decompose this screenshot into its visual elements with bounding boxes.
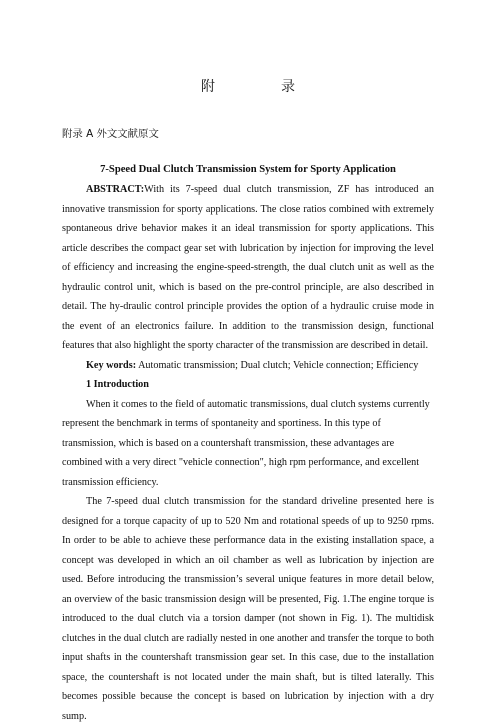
- section-heading: [62, 375, 434, 395]
- article-body: [62, 180, 434, 726]
- intro-paragraph-1: When it comes to the field of automatic transmissions, dual clutch systems currently represent the benchmark in terms of spontaneity and sportiness. In this type of transmission, which is based on a countershaft transmission, these advantages are combined with a very direct "vehicle connection", high rpm performance, and excellent transmission efficiency.: [62, 398, 430, 488]
- appendix-subtitle: 附录 A 外文文献原文: [62, 128, 159, 140]
- keywords-label: Key words:: [86, 359, 137, 371]
- keywords-text: Automatic transmission; Dual clutch; Vehicle connection; Efficiency: [136, 359, 419, 371]
- abstract-paragraph: [62, 180, 434, 356]
- keywords-paragraph: [62, 356, 434, 376]
- intro-paragraph-2: The 7-speed dual clutch transmission for the standard driveline presented here is designed for a torque capacity of up to 520 Nm and rotational speeds of up to 9250 rpms. In order to be able to achieve these performance data in the existing installation space, a concept was developed in which an oil chamber as well as lubrication by injection are used. Before introducing the transmission’s several unique features in more detail below, an overview of the basic transmission design will be presented, Fig. 1.The engine torque is introduced to the dual clutch via a torsion damper (not shown in Fig. 1). The multidisk clutches in the dual clutch are radially nested in one another and transfer the torque to both input shafts in the countershaft transmission gear set. In this case, due to the installation space, the countershaft is not located under the main shaft, but is tilted laterally. This becomes possible because the concept is based on lubrication by injection with a dry sump.: [62, 496, 434, 722]
- section-heading-text: 1 Introduction: [86, 379, 149, 390]
- abstract-text: With its 7-speed dual clutch transmission, ZF has introduced an innovative transmission for sporty applications. The close ratios combined with extremely spontaneous drive behavior makes it an ideal transmission for sporty applications. This article describes the compact gear set with lubrication by injection for improving the level of efficiency and increasing the engine-speed-strength, the dual clutch unit as well as the hydraulic control unit, which is based on the pre-control principle, are also described in detail. The hy-draulic control principle provides the option of a hydraulic cruise mode in the event of an electronics failure. In addition to the transmission design, functional features that also highlight the sporty character of the transmission are described in detail.: [62, 184, 434, 351]
- appendix-title: 附 录: [201, 79, 321, 95]
- abstract-label: ABSTRACT:: [86, 184, 145, 195]
- article-title: 7-Speed Dual Clutch Transmission System for Sporty Application: [100, 164, 396, 175]
